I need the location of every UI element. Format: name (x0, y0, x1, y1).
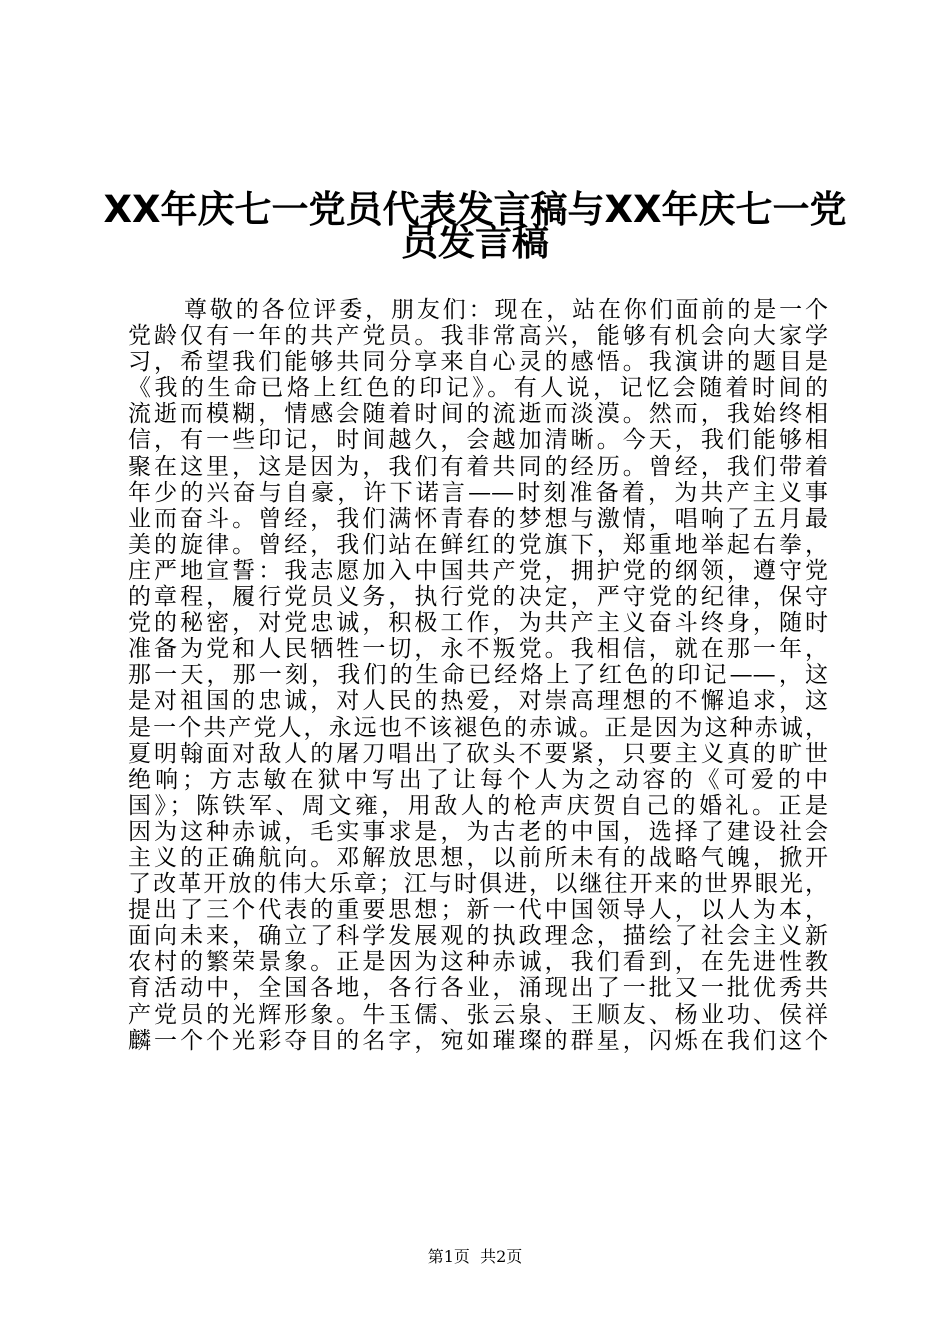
body-line: 主义的正确航向。邓解放思想，以前所未有的战略气魄，掀开 (128, 844, 828, 871)
body-line: 麟一个个光彩夺目的名字，宛如璀璨的群星，闪烁在我们这个 (128, 1027, 828, 1054)
body-line: 绝响；方志敏在狱中写出了让每个人为之动容的《可爱的中 (128, 766, 828, 793)
body-line: 国》；陈铁军、周文雍，用敌人的枪声庆贺自己的婚礼。正是 (128, 792, 828, 819)
document-title-line-1: XX年庆七一党员代表发言稿与XX年庆七一党 (103, 188, 847, 231)
body-line: 党龄仅有一年的共产党员。我非常高兴，能够有机会向大家学 (128, 323, 828, 350)
body-line: 聚在这里，这是因为，我们有着共同的经历。曾经，我们带着 (128, 453, 828, 480)
body-line: 准备为党和人民牺牲一切，永不叛党。我相信，就在那一年， (128, 636, 828, 663)
body-line: 《我的生命已烙上红色的印记》。有人说，记忆会随着时间的 (128, 375, 828, 402)
body-line: 是对祖国的忠诚，对人民的热爱，对崇高理想的不懈追求，这 (128, 688, 828, 715)
body-line: 流逝而模糊，情感会随着时间的流逝而淡漠。然而，我始终相 (128, 401, 828, 428)
body-line: 面向未来，确立了科学发展观的执政理念，描绘了社会主义新 (128, 923, 828, 950)
body-line: 美的旋律。曾经，我们站在鲜红的党旗下，郑重地举起右拳， (128, 531, 828, 558)
body-line: 年少的兴奋与自豪，许下诺言——时刻准备着，为共产主义事 (128, 479, 828, 506)
body-line: 提出了三个代表的重要思想；新一代中国领导人，以人为本， (128, 897, 828, 924)
body-line: 产党员的光辉形象。牛玉儒、张云泉、王顺友、杨业功、侯祥 (128, 1001, 828, 1028)
body-line: 尊敬的各位评委，朋友们：现在，站在你们面前的是一个 (184, 297, 828, 323)
body-line: 信，有一些印记，时间越久，会越加清晰。今天，我们能够相 (128, 427, 828, 454)
body-line: 业而奋斗。曾经，我们满怀青春的梦想与激情，唱响了五月最 (128, 505, 828, 532)
page-footer (0, 1247, 950, 1267)
document-title-line-2: 员发言稿 (401, 221, 549, 264)
document-body (128, 297, 828, 1054)
body-line: 育活动中，全国各地，各行各业，涌现出了一批又一批优秀共 (128, 975, 828, 1002)
body-line: 因为这种赤诚，毛实事求是，为古老的中国，选择了建设社会 (128, 818, 828, 845)
body-line: 农村的繁荣景象。正是因为这种赤诚，我们看到，在先进性教 (128, 949, 828, 976)
body-line: 党的秘密，对党忠诚，积极工作，为共产主义奋斗终身，随时 (128, 610, 828, 637)
page-number: 第1页 共2页 (427, 1247, 523, 1266)
body-line: 是一个共产党人，永远也不该褪色的赤诚。正是因为这种赤诚， (128, 714, 828, 741)
body-line: 那一天，那一刻，我们的生命已经烙上了红色的印记——，这 (128, 662, 828, 689)
body-line: 习，希望我们能够共同分享来自心灵的感悟。我演讲的题目是 (128, 349, 828, 376)
body-line: 夏明翰面对敌人的屠刀唱出了砍头不要紧，只要主义真的旷世 (128, 740, 828, 767)
body-line: 庄严地宣誓：我志愿加入中国共产党，拥护党的纲领，遵守党 (128, 557, 828, 584)
body-line: 的章程，履行党员义务，执行党的决定，严守党的纪律，保守 (128, 584, 828, 611)
body-line: 了改革开放的伟大乐章；江与时俱进，以继往开来的世界眼光， (128, 871, 828, 898)
